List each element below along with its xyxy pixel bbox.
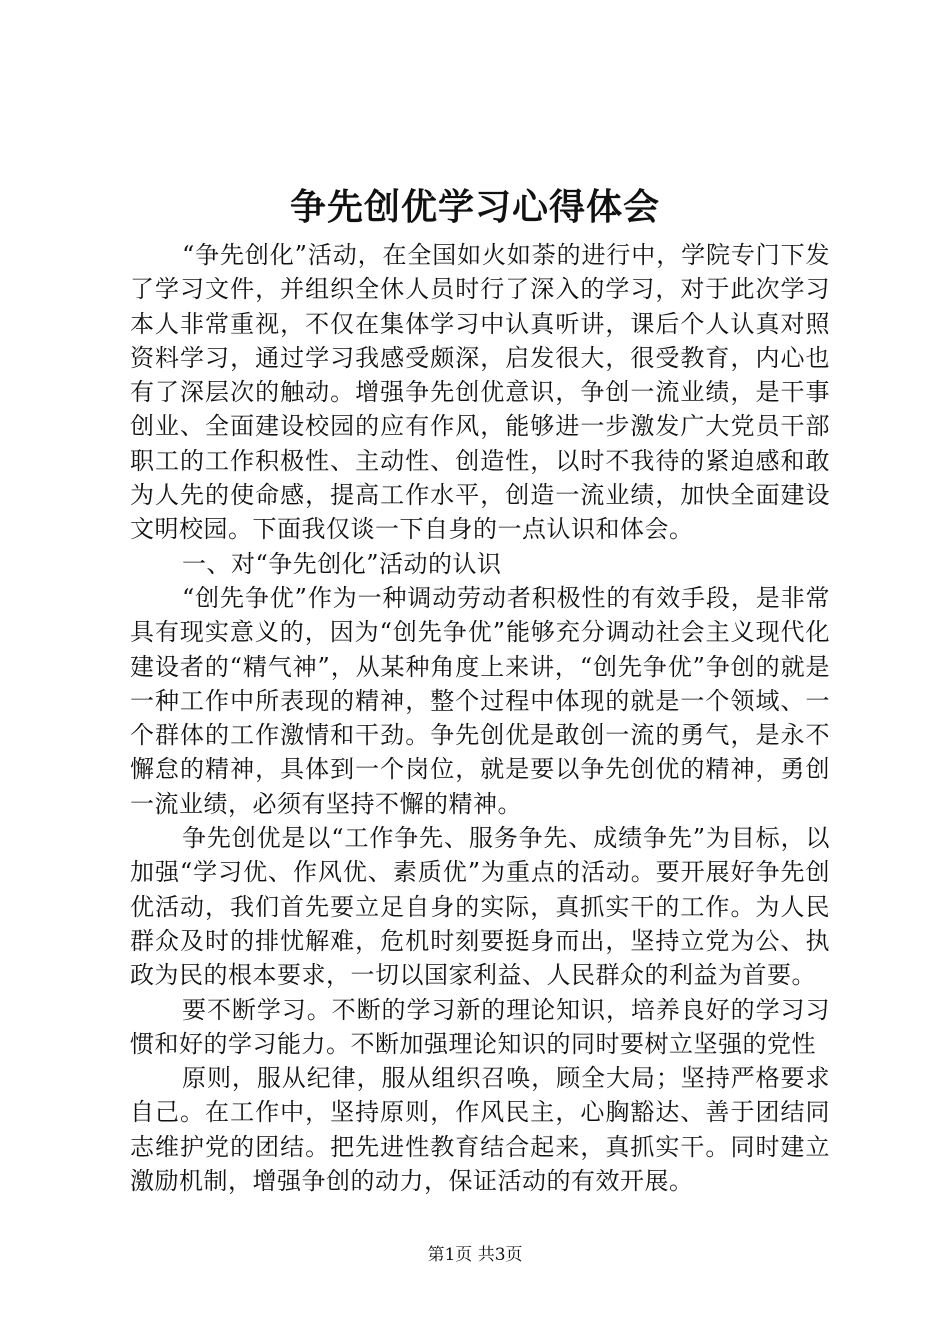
paragraph-goals: 争先创优是以“工作争先、服务争先、成绩争先”为目标，以加强“学习优、作风优、素质优”为重点的活动。要开展好争先创优活动，我们首先要立足自身的实际，真抓实干的工作。为人民群众及时的排忧解难，危机时刻要挺身而出，坚持立党为公、执政为民的根本要求，一切以国家利益、人民群众的利益为首要。 [130, 824, 830, 990]
paragraph-intro: “争先创化”活动，在全国如火如荼的进行中，学院专门下发了学习文件，并组织全休人员时行了深入的学习，对于此次学习本人非常重视，不仅在集体学习中认真听讲，课后个人认真对照资料学习，通过学习我感受颇深，启发很大，很受教育，内心也有了深层次的触动。增强争先创优意识，争创一流业绩，是干事创业、全面建设校园的应有作风，能够进一步激发广大党员干部职工的工作积极性、主动性、创造性，以时不我待的紧迫感和敢为人先的使命感，提高工作水平，创造一流业绩，加快全面建设文明校园。下面我仅谈一下自身的一点认识和体会。 [130, 241, 830, 544]
section-heading-1: 一、对“争先创化”活动的认识 [182, 549, 502, 578]
document-title: 争先创优学习心得体会 [289, 186, 660, 228]
paragraph-principles: 原则，服从纪律，服从组织召唤，顾全大局；坚持严格要求自己。在工作中，坚持原则，作风民主，心胸豁达、善于团结同志维护党的团结。把先进性教育结合起来，真抓实干。同时建立激励机制，增强争创的动力，保证活动的有效开展。 [130, 1064, 830, 1196]
document-body [130, 238, 830, 1198]
paragraph-understanding: “创先争优”作为一种调动劳动者积极性的有效手段，是非常具有现实意义的，因为“创先争优”能够充分调动社会主义现代化建设者的“精气神”，从某种角度上来讲，“创先争优”争创的就是一种工作中所表现的精神，整个过程中体现的就是一个领域、一个群体的工作激情和干劲。争先创优是敢创一流的勇气，是永不懈怠的精神，具体到一个岗位，就是要以争先创优的精神，勇创一流业绩，必须有坚持不懈的精神。 [130, 583, 830, 818]
paragraph-learning: 要不断学习。不断的学习新的理论知识，培养良好的学习习惯和好的学习能力。不断加强理论知识的同时要树立坚强的党性 [130, 995, 830, 1058]
page-footer: 第1页 共3页 [427, 1245, 523, 1265]
